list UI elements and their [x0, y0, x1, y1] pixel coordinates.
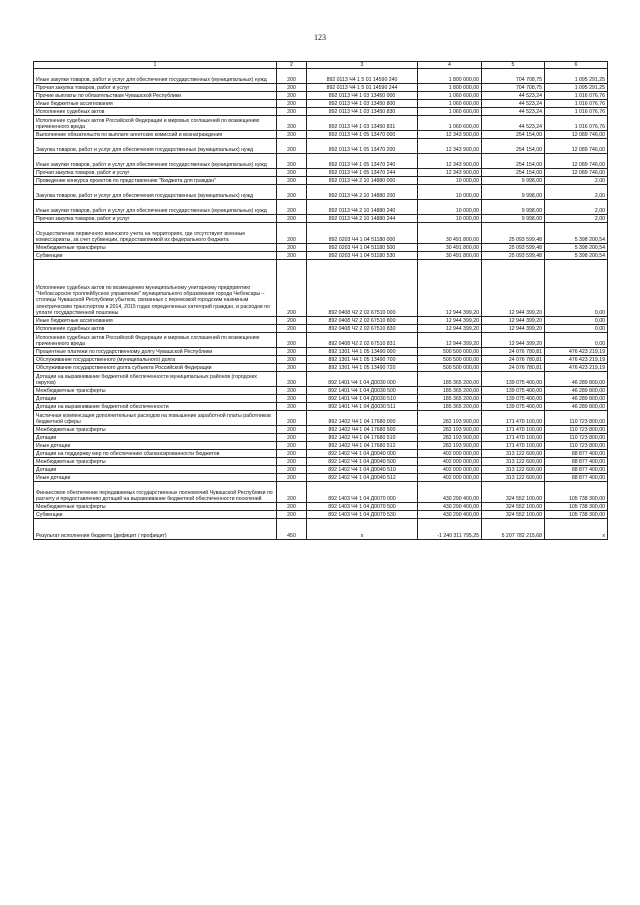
row-name-cell: Результат исполнения бюджета (дефицит / профицит) [34, 519, 277, 540]
row-name-cell: Межбюджетные трансферты [34, 426, 277, 434]
row-budget-code-cell: 892 1301 Ч4 1 05 13490 000 [307, 348, 418, 356]
row-line-code-cell: 200 [277, 200, 307, 215]
row-budget-code-cell: 892 1401 Ч4 1 04 Д0030 000 [307, 372, 418, 387]
row-remaining-cell: 12 089 746,00 [545, 131, 608, 139]
row-line-code-cell: 200 [277, 116, 307, 131]
row-budget-code-cell: 892 0408 Ч2 2 02 67510 800 [307, 317, 418, 325]
row-name-cell: Исполнение судебных актов по возмещению муниципальному унитарному предприятию "Чебоксарское троллейбусное управление" муниципального образования города Чебоксары – столицы Чувашской Республики убытков, связанных с перевозкой городским наземным электрическим транспортом в 2014, 2015 годах определенных категорий граждан, и расходов по уплате государственной пошлины [34, 260, 277, 317]
table-row [34, 317, 608, 325]
table-row [34, 92, 608, 100]
row-line-code-cell: 200 [277, 177, 307, 185]
row-line-code-cell: 200 [277, 474, 307, 482]
row-budget-code-cell: 892 0113 Ч4 2 10 14880 000 [307, 177, 418, 185]
row-executed-cell: 171 470 100,00 [482, 411, 545, 426]
row-line-code-cell: 450 [277, 519, 307, 540]
row-executed-cell: 704 708,75 [482, 69, 545, 84]
row-remaining-cell: 110 723 800,00 [545, 411, 608, 426]
row-line-code-cell: 200 [277, 223, 307, 244]
row-executed-cell: 9 998,00 [482, 185, 545, 200]
row-remaining-cell: 0,00 [545, 325, 608, 333]
row-budget-code-cell: 892 0113 Ч4 2 10 14880 240 [307, 200, 418, 215]
row-executed-cell: 139 075 400,00 [482, 372, 545, 387]
row-budget-code-cell: 892 0113 Ч4 1 5 01 14590 244 [307, 84, 418, 92]
table-row [34, 244, 608, 252]
row-remaining-cell: x [545, 519, 608, 540]
row-executed-cell: 254 154,00 [482, 131, 545, 139]
row-budget-code-cell: 892 1402 Ч4 1 04 Д0040 512 [307, 474, 418, 482]
row-name-cell: Иные закупки товаров, работ и услуг для обеспечения государственных (муниципальных) нужд [34, 200, 277, 215]
row-line-code-cell: 200 [277, 325, 307, 333]
row-remaining-cell: 12 089 746,00 [545, 169, 608, 177]
row-planned-cell: 12 944 399,20 [418, 325, 482, 333]
row-budget-code-cell: 892 1402 Ч4 1 04 Д0040 500 [307, 458, 418, 466]
row-remaining-cell: 476 423 219,19 [545, 356, 608, 364]
row-executed-cell: 12 944 399,20 [482, 317, 545, 325]
row-name-cell: Осуществление первичного воинского учета на территориях, где отсутствуют военные комиссариаты, за счет субвенции, предоставляемой из федерального бюджета [34, 223, 277, 244]
row-name-cell: Субвенции [34, 511, 277, 519]
row-remaining-cell: 105 738 300,00 [545, 511, 608, 519]
row-remaining-cell: 476 423 219,19 [545, 364, 608, 372]
table-row [34, 356, 608, 364]
row-name-cell: Субвенции [34, 252, 277, 260]
row-planned-cell: 282 193 900,00 [418, 426, 482, 434]
row-executed-cell: 171 470 100,00 [482, 434, 545, 442]
row-name-cell: Прочие выплаты по обязательствам Чувашской Республики [34, 92, 277, 100]
row-remaining-cell: 46 289 800,00 [545, 387, 608, 395]
row-remaining-cell: 88 877 400,00 [545, 450, 608, 458]
row-executed-cell: 324 552 100,00 [482, 482, 545, 503]
row-budget-code-cell: 892 1401 Ч4 1 04 Д0030 511 [307, 403, 418, 411]
row-remaining-cell: 12 089 746,00 [545, 139, 608, 154]
budget-execution-table [33, 61, 608, 540]
row-remaining-cell: 110 723 800,00 [545, 426, 608, 434]
table-row [34, 466, 608, 474]
row-line-code-cell: 200 [277, 131, 307, 139]
row-budget-code-cell: 892 0408 Ч2 2 02 67510 830 [307, 325, 418, 333]
row-planned-cell: 12 343 900,00 [418, 154, 482, 169]
row-budget-code-cell: 892 0113 Ч4 1 05 13470 244 [307, 169, 418, 177]
table-row [34, 325, 608, 333]
table-row [34, 185, 608, 200]
table-row [34, 69, 608, 84]
row-name-cell: Исполнение судебных актов [34, 108, 277, 116]
row-planned-cell: 402 000 000,00 [418, 466, 482, 474]
column-number-2: 2 [277, 62, 307, 69]
row-budget-code-cell: 892 0113 Ч4 1 05 13470 000 [307, 131, 418, 139]
row-line-code-cell: 200 [277, 252, 307, 260]
row-planned-cell: 500 500 000,00 [418, 348, 482, 356]
row-line-code-cell: 200 [277, 372, 307, 387]
row-budget-code-cell: 892 1402 Ч4 1 04 17680 500 [307, 426, 418, 434]
row-line-code-cell: 200 [277, 108, 307, 116]
row-planned-cell: 1 060 600,00 [418, 100, 482, 108]
row-executed-cell: 313 122 600,00 [482, 450, 545, 458]
table-row [34, 372, 608, 387]
row-name-cell: Межбюджетные трансферты [34, 503, 277, 511]
row-executed-cell: 324 552 100,00 [482, 503, 545, 511]
row-executed-cell: 139 075 400,00 [482, 387, 545, 395]
row-planned-cell: 282 193 900,00 [418, 434, 482, 442]
row-planned-cell: 185 365 200,00 [418, 403, 482, 411]
row-planned-cell: 10 000,00 [418, 215, 482, 223]
row-budget-code-cell: 892 0113 Ч4 1 5 01 14590 240 [307, 69, 418, 84]
row-planned-cell: 430 290 400,00 [418, 503, 482, 511]
row-line-code-cell: 200 [277, 387, 307, 395]
row-planned-cell: 30 491 800,00 [418, 244, 482, 252]
table-row [34, 333, 608, 348]
row-name-cell: Иные дотации [34, 474, 277, 482]
row-executed-cell: 44 523,24 [482, 92, 545, 100]
row-name-cell: Иные бюджетные ассигнования [34, 100, 277, 108]
row-remaining-cell: 2,00 [545, 215, 608, 223]
row-budget-code-cell: 892 1401 Ч4 1 04 Д0030 510 [307, 395, 418, 403]
row-planned-cell: -1 240 311 795,25 [418, 519, 482, 540]
row-budget-code-cell: 892 0203 Ч4 1 04 51180 000 [307, 223, 418, 244]
row-budget-code-cell: 892 0113 Ч4 1 05 13470 240 [307, 154, 418, 169]
row-planned-cell: 12 343 900,00 [418, 169, 482, 177]
row-planned-cell: 430 290 400,00 [418, 511, 482, 519]
row-line-code-cell: 200 [277, 139, 307, 154]
row-budget-code-cell: 892 0113 Ч4 1 05 13470 200 [307, 139, 418, 154]
table-row [34, 434, 608, 442]
row-planned-cell: 12 944 399,20 [418, 317, 482, 325]
column-number-4: 4 [418, 62, 482, 69]
table-row [34, 458, 608, 466]
row-executed-cell: 254 154,00 [482, 139, 545, 154]
row-planned-cell: 282 193 900,00 [418, 411, 482, 426]
row-line-code-cell: 200 [277, 503, 307, 511]
table-row [34, 442, 608, 450]
row-line-code-cell: 200 [277, 244, 307, 252]
row-executed-cell: 24 076 780,81 [482, 364, 545, 372]
row-line-code-cell: 200 [277, 364, 307, 372]
row-line-code-cell: 200 [277, 260, 307, 317]
table-row [34, 387, 608, 395]
row-name-cell: Прочая закупка товаров, работ и услуг [34, 215, 277, 223]
row-name-cell: Иные дотации [34, 442, 277, 450]
row-budget-code-cell: 892 0408 Ч2 2 02 67510 831 [307, 333, 418, 348]
row-planned-cell: 12 343 900,00 [418, 139, 482, 154]
row-name-cell: Исполнение судебных актов Российской Федерации и мировых соглашений по возмещению причиненного вреда [34, 333, 277, 348]
row-name-cell: Иные закупки товаров, работ и услуг для обеспечения государственных (муниципальных) нужд [34, 154, 277, 169]
row-line-code-cell: 200 [277, 169, 307, 177]
row-remaining-cell: 5 398 200,54 [545, 252, 608, 260]
table-row [34, 348, 608, 356]
row-remaining-cell: 5 398 200,54 [545, 244, 608, 252]
row-planned-cell: 1 060 600,00 [418, 108, 482, 116]
row-planned-cell: 1 800 000,00 [418, 84, 482, 92]
row-remaining-cell: 1 095 291,25 [545, 69, 608, 84]
row-remaining-cell: 110 723 800,00 [545, 442, 608, 450]
row-remaining-cell: 105 738 300,00 [545, 503, 608, 511]
row-remaining-cell: 46 289 800,00 [545, 395, 608, 403]
row-remaining-cell: 1 016 076,76 [545, 92, 608, 100]
row-name-cell: Дотации на выравнивание бюджетной обеспеченности [34, 403, 277, 411]
row-remaining-cell: 2,00 [545, 185, 608, 200]
table-row [34, 131, 608, 139]
row-executed-cell: 12 944 399,20 [482, 325, 545, 333]
table-row [34, 260, 608, 317]
row-planned-cell: 402 000 000,00 [418, 450, 482, 458]
row-budget-code-cell: 892 0113 Ч4 1 03 13450 830 [307, 108, 418, 116]
row-budget-code-cell: 892 0113 Ч4 2 10 14880 200 [307, 185, 418, 200]
table-row [34, 395, 608, 403]
row-executed-cell: 44 523,24 [482, 116, 545, 131]
table-row [34, 511, 608, 519]
row-name-cell: Частичная компенсация дополнительных расходов на повышение заработной платы работников бюджетной сферы [34, 411, 277, 426]
row-budget-code-cell: 892 0203 Ч4 1 04 51180 500 [307, 244, 418, 252]
row-line-code-cell: 200 [277, 317, 307, 325]
row-remaining-cell: 110 723 800,00 [545, 434, 608, 442]
row-budget-code-cell: 892 1403 Ч4 1 04 Д0070 530 [307, 511, 418, 519]
row-remaining-cell: 12 089 746,00 [545, 154, 608, 169]
row-planned-cell: 500 500 000,00 [418, 356, 482, 364]
row-budget-code-cell: 892 0113 Ч4 1 03 13450 800 [307, 100, 418, 108]
table-row [34, 169, 608, 177]
table-row [34, 252, 608, 260]
row-planned-cell: 30 491 800,00 [418, 223, 482, 244]
row-executed-cell: 5 207 782 215,68 [482, 519, 545, 540]
row-budget-code-cell: 892 1402 Ч4 1 04 17680 000 [307, 411, 418, 426]
row-executed-cell: 313 122 600,00 [482, 458, 545, 466]
row-name-cell: Межбюджетные трансферты [34, 458, 277, 466]
row-remaining-cell: 1 016 076,76 [545, 108, 608, 116]
row-budget-code-cell: 892 1403 Ч4 1 04 Д0070 500 [307, 503, 418, 511]
row-line-code-cell: 200 [277, 100, 307, 108]
table-row [34, 403, 608, 411]
table-row [34, 108, 608, 116]
table-row [34, 100, 608, 108]
row-budget-code-cell: 892 0408 Ч2 2 02 67510 000 [307, 260, 418, 317]
row-line-code-cell: 200 [277, 466, 307, 474]
row-planned-cell: 185 365 200,00 [418, 387, 482, 395]
table-row [34, 215, 608, 223]
column-number-5: 5 [482, 62, 545, 69]
table-row [34, 426, 608, 434]
row-executed-cell: 9 998,00 [482, 215, 545, 223]
row-name-cell: Дотации [34, 434, 277, 442]
row-executed-cell: 171 470 100,00 [482, 442, 545, 450]
row-remaining-cell: 1 095 291,25 [545, 84, 608, 92]
column-number-1: 1 [34, 62, 277, 69]
row-name-cell: Иные бюджетные ассигнования [34, 317, 277, 325]
table-row [34, 177, 608, 185]
row-line-code-cell: 200 [277, 333, 307, 348]
row-remaining-cell: 46 289 800,00 [545, 372, 608, 387]
row-executed-cell: 25 093 599,48 [482, 223, 545, 244]
row-name-cell: Прочая закупка товаров, работ и услуг [34, 169, 277, 177]
row-line-code-cell: 200 [277, 403, 307, 411]
row-name-cell: Прочая закупка товаров, работ и услуг [34, 84, 277, 92]
row-budget-code-cell: 892 1301 Ч4 1 05 13490 700 [307, 356, 418, 364]
table-row [34, 519, 608, 540]
column-number-3: 3 [307, 62, 418, 69]
row-planned-cell: 1 060 600,00 [418, 92, 482, 100]
row-line-code-cell: 200 [277, 450, 307, 458]
row-line-code-cell: 200 [277, 69, 307, 84]
row-executed-cell: 171 470 100,00 [482, 426, 545, 434]
row-budget-code-cell: 892 0113 Ч4 1 03 13450 000 [307, 92, 418, 100]
row-budget-code-cell: 892 0113 Ч4 2 10 14880 244 [307, 215, 418, 223]
row-line-code-cell: 200 [277, 395, 307, 403]
row-executed-cell: 313 122 600,00 [482, 466, 545, 474]
row-budget-code-cell: 892 1402 Ч4 1 04 Д0040 000 [307, 450, 418, 458]
table-row [34, 154, 608, 169]
row-line-code-cell: 200 [277, 356, 307, 364]
row-budget-code-cell: 892 1402 Ч4 1 04 17680 512 [307, 442, 418, 450]
row-remaining-cell: 5 398 200,54 [545, 223, 608, 244]
row-planned-cell: 282 193 900,00 [418, 442, 482, 450]
row-line-code-cell: 200 [277, 84, 307, 92]
row-executed-cell: 24 076 780,81 [482, 356, 545, 364]
row-line-code-cell: 200 [277, 215, 307, 223]
row-planned-cell: 185 365 200,00 [418, 372, 482, 387]
row-remaining-cell: 1 016 076,76 [545, 100, 608, 108]
row-budget-code-cell: 892 0203 Ч4 1 04 51180 530 [307, 252, 418, 260]
row-executed-cell: 24 076 780,81 [482, 348, 545, 356]
row-line-code-cell: 200 [277, 92, 307, 100]
table-row [34, 223, 608, 244]
row-remaining-cell: 88 877 400,00 [545, 458, 608, 466]
row-planned-cell: 10 000,00 [418, 177, 482, 185]
row-remaining-cell: 88 877 400,00 [545, 466, 608, 474]
row-executed-cell: 44 523,24 [482, 100, 545, 108]
row-remaining-cell: 2,00 [545, 200, 608, 215]
row-executed-cell: 313 122 600,00 [482, 474, 545, 482]
row-name-cell: Процентные платежи по государственному долгу Чувашской Республики [34, 348, 277, 356]
row-line-code-cell: 200 [277, 348, 307, 356]
row-remaining-cell: 2,00 [545, 177, 608, 185]
row-remaining-cell: 105 738 300,00 [545, 482, 608, 503]
table-row [34, 200, 608, 215]
row-name-cell: Дотации на выравнивание бюджетной обеспеченности муниципальных районов (городских округов) [34, 372, 277, 387]
row-planned-cell: 30 491 800,00 [418, 252, 482, 260]
table-row [34, 116, 608, 131]
row-name-cell: Обслуживание государственного (муниципального) долга [34, 356, 277, 364]
row-executed-cell: 139 075 400,00 [482, 395, 545, 403]
row-budget-code-cell: 892 0113 Ч4 1 03 13450 831 [307, 116, 418, 131]
row-planned-cell: 430 290 400,00 [418, 482, 482, 503]
row-name-cell: Дотации [34, 466, 277, 474]
row-name-cell: Обслуживание государственного долга субъекта Российской Федерации [34, 364, 277, 372]
row-planned-cell: 402 000 000,00 [418, 458, 482, 466]
row-budget-code-cell: 892 1403 Ч4 1 04 Д0070 000 [307, 482, 418, 503]
row-planned-cell: 402 000 000,00 [418, 474, 482, 482]
row-executed-cell: 25 093 599,48 [482, 252, 545, 260]
row-executed-cell: 254 154,00 [482, 169, 545, 177]
row-planned-cell: 12 343 900,00 [418, 131, 482, 139]
row-budget-code-cell: 892 1301 Ч4 1 05 13490 720 [307, 364, 418, 372]
row-remaining-cell: 46 289 800,00 [545, 403, 608, 411]
row-name-cell: Финансовое обеспечение передаваемых государственных полномочий Чувашской Республики по расчету и предоставлению дотаций на выравнивание бюджетной обеспеченности поселений [34, 482, 277, 503]
row-remaining-cell: 0,00 [545, 260, 608, 317]
row-name-cell: Закупка товаров, работ и услуг для обеспечения государственных (муниципальных) нужд [34, 139, 277, 154]
row-planned-cell: 500 500 000,00 [418, 364, 482, 372]
row-name-cell: Выполнение обязательств по выплате агентских комиссий и вознаграждения [34, 131, 277, 139]
page-number: 123 [314, 33, 326, 42]
row-executed-cell: 25 093 599,48 [482, 244, 545, 252]
row-budget-code-cell: 892 1401 Ч4 1 04 Д0030 500 [307, 387, 418, 395]
row-name-cell: Дотации на поддержку мер по обеспечению сбалансированности бюджетов [34, 450, 277, 458]
row-executed-cell: 9 998,00 [482, 177, 545, 185]
row-budget-code-cell: 892 1402 Ч4 1 04 17680 510 [307, 434, 418, 442]
table-row [34, 364, 608, 372]
row-name-cell: Иные закупки товаров, работ и услуг для обеспечения государственных (муниципальных) нужд [34, 69, 277, 84]
row-remaining-cell: 0,00 [545, 317, 608, 325]
row-executed-cell: 254 154,00 [482, 154, 545, 169]
row-executed-cell: 9 998,00 [482, 200, 545, 215]
table-row [34, 84, 608, 92]
row-name-cell: Межбюджетные трансферты [34, 244, 277, 252]
row-planned-cell: 1 060 600,00 [418, 116, 482, 131]
row-executed-cell: 324 552 100,00 [482, 511, 545, 519]
table-row [34, 139, 608, 154]
row-line-code-cell: 200 [277, 434, 307, 442]
row-line-code-cell: 200 [277, 442, 307, 450]
table-row [34, 411, 608, 426]
row-remaining-cell: 1 016 076,76 [545, 116, 608, 131]
row-name-cell: Дотации [34, 395, 277, 403]
row-planned-cell: 12 944 399,20 [418, 260, 482, 317]
table-row [34, 482, 608, 503]
row-name-cell: Исполнение судебных актов [34, 325, 277, 333]
row-executed-cell: 704 708,75 [482, 84, 545, 92]
row-planned-cell: 10 000,00 [418, 200, 482, 215]
row-remaining-cell: 88 877 400,00 [545, 474, 608, 482]
row-planned-cell: 185 365 200,00 [418, 395, 482, 403]
row-line-code-cell: 200 [277, 426, 307, 434]
row-name-cell: Закупка товаров, работ и услуг для обеспечения государственных (муниципальных) нужд [34, 185, 277, 200]
row-line-code-cell: 200 [277, 511, 307, 519]
row-budget-code-cell: x [307, 519, 418, 540]
row-remaining-cell: 0,00 [545, 333, 608, 348]
row-executed-cell: 44 523,24 [482, 108, 545, 116]
row-executed-cell: 139 075 400,00 [482, 403, 545, 411]
row-planned-cell: 1 800 000,00 [418, 69, 482, 84]
table-row [34, 474, 608, 482]
row-line-code-cell: 200 [277, 482, 307, 503]
table-row [34, 450, 608, 458]
row-remaining-cell: 476 423 219,19 [545, 348, 608, 356]
table-header-row [34, 62, 608, 69]
row-executed-cell: 12 944 399,20 [482, 260, 545, 317]
row-line-code-cell: 200 [277, 411, 307, 426]
row-line-code-cell: 200 [277, 185, 307, 200]
row-name-cell: Исполнение судебных актов Российской Федерации и мировых соглашений по возмещению причиненного вреда [34, 116, 277, 131]
row-budget-code-cell: 892 1402 Ч4 1 04 Д0040 510 [307, 466, 418, 474]
row-executed-cell: 12 944 399,20 [482, 333, 545, 348]
row-planned-cell: 10 000,00 [418, 185, 482, 200]
row-line-code-cell: 200 [277, 458, 307, 466]
row-line-code-cell: 200 [277, 154, 307, 169]
row-planned-cell: 12 944 399,20 [418, 333, 482, 348]
row-name-cell: Проведение конкурса проектов по представлению "Бюджета для граждан" [34, 177, 277, 185]
column-number-6: 6 [545, 62, 608, 69]
table-row [34, 503, 608, 511]
row-name-cell: Межбюджетные трансферты [34, 387, 277, 395]
